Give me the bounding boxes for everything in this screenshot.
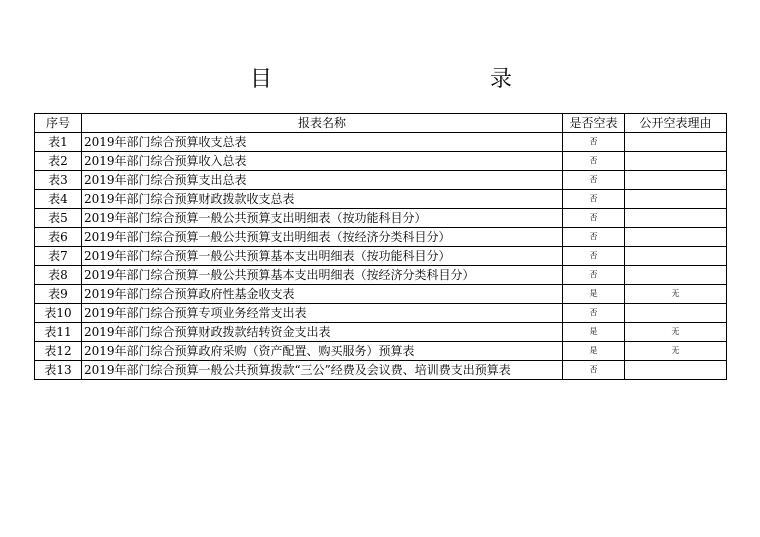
row-report-name: 2019年部门综合预算一般公共预算基本支出明细表（按经济分类科目分） xyxy=(82,266,563,285)
table-row xyxy=(35,285,727,304)
row-index: 表8 xyxy=(35,266,82,285)
row-index: 表12 xyxy=(35,342,82,361)
title-char-1: 目 xyxy=(250,67,273,92)
table-row xyxy=(35,171,727,190)
header-name: 报表名称 xyxy=(82,114,563,133)
row-empty-reason xyxy=(625,304,727,323)
table-row xyxy=(35,361,727,380)
row-empty-reason xyxy=(625,190,727,209)
table-row xyxy=(35,152,727,171)
row-empty-flag: 否 xyxy=(563,247,625,266)
row-report-name: 2019年部门综合预算一般公共预算基本支出明细表（按功能科目分） xyxy=(82,247,563,266)
title-char-2: 录 xyxy=(490,67,513,92)
contents-table xyxy=(34,113,727,380)
row-index: 表10 xyxy=(35,304,82,323)
row-index: 表1 xyxy=(35,133,82,152)
table-row xyxy=(35,266,727,285)
table-row xyxy=(35,209,727,228)
row-report-name: 2019年部门综合预算一般公共预算支出明细表（按经济分类科目分） xyxy=(82,228,563,247)
row-empty-reason xyxy=(625,133,727,152)
row-report-name: 2019年部门综合预算财政拨款结转资金支出表 xyxy=(82,323,563,342)
row-index: 表9 xyxy=(35,285,82,304)
row-empty-flag: 否 xyxy=(563,228,625,247)
row-empty-reason xyxy=(625,266,727,285)
header-index: 序号 xyxy=(35,114,82,133)
table-row xyxy=(35,323,727,342)
row-report-name: 2019年部门综合预算一般公共预算拨款“三公”经费及会议费、培训费支出预算表 xyxy=(82,361,563,380)
row-report-name: 2019年部门综合预算收入总表 xyxy=(82,152,563,171)
row-empty-reason: 无 xyxy=(625,342,727,361)
row-index: 表3 xyxy=(35,171,82,190)
row-empty-reason xyxy=(625,171,727,190)
row-report-name: 2019年部门综合预算专项业务经常支出表 xyxy=(82,304,563,323)
row-index: 表5 xyxy=(35,209,82,228)
row-empty-reason: 无 xyxy=(625,285,727,304)
row-empty-flag: 是 xyxy=(563,285,625,304)
row-empty-reason xyxy=(625,247,727,266)
page-title xyxy=(0,62,760,94)
row-report-name: 2019年部门综合预算一般公共预算支出明细表（按功能科目分） xyxy=(82,209,563,228)
row-index: 表6 xyxy=(35,228,82,247)
row-empty-flag: 否 xyxy=(563,266,625,285)
header-empty: 是否空表 xyxy=(563,114,625,133)
row-empty-flag: 否 xyxy=(563,152,625,171)
row-index: 表2 xyxy=(35,152,82,171)
row-report-name: 2019年部门综合预算财政拨款收支总表 xyxy=(82,190,563,209)
header-reason: 公开空表理由 xyxy=(625,114,727,133)
row-empty-reason: 无 xyxy=(625,323,727,342)
row-empty-reason xyxy=(625,152,727,171)
row-empty-flag: 是 xyxy=(563,342,625,361)
row-empty-flag: 否 xyxy=(563,133,625,152)
row-index: 表4 xyxy=(35,190,82,209)
table-row xyxy=(35,304,727,323)
row-index: 表11 xyxy=(35,323,82,342)
row-report-name: 2019年部门综合预算支出总表 xyxy=(82,171,563,190)
table-row xyxy=(35,190,727,209)
row-empty-flag: 否 xyxy=(563,190,625,209)
row-empty-reason xyxy=(625,209,727,228)
row-empty-flag: 否 xyxy=(563,361,625,380)
row-index: 表7 xyxy=(35,247,82,266)
header-row xyxy=(35,114,727,133)
row-empty-flag: 是 xyxy=(563,323,625,342)
table-row xyxy=(35,247,727,266)
table-row xyxy=(35,342,727,361)
row-report-name: 2019年部门综合预算政府采购（资产配置、购买服务）预算表 xyxy=(82,342,563,361)
row-empty-flag: 否 xyxy=(563,209,625,228)
row-report-name: 2019年部门综合预算收支总表 xyxy=(82,133,563,152)
row-index: 表13 xyxy=(35,361,82,380)
table-row xyxy=(35,133,727,152)
row-report-name: 2019年部门综合预算政府性基金收支表 xyxy=(82,285,563,304)
table-row xyxy=(35,228,727,247)
row-empty-flag: 否 xyxy=(563,304,625,323)
row-empty-flag: 否 xyxy=(563,171,625,190)
row-empty-reason xyxy=(625,361,727,380)
row-empty-reason xyxy=(625,228,727,247)
